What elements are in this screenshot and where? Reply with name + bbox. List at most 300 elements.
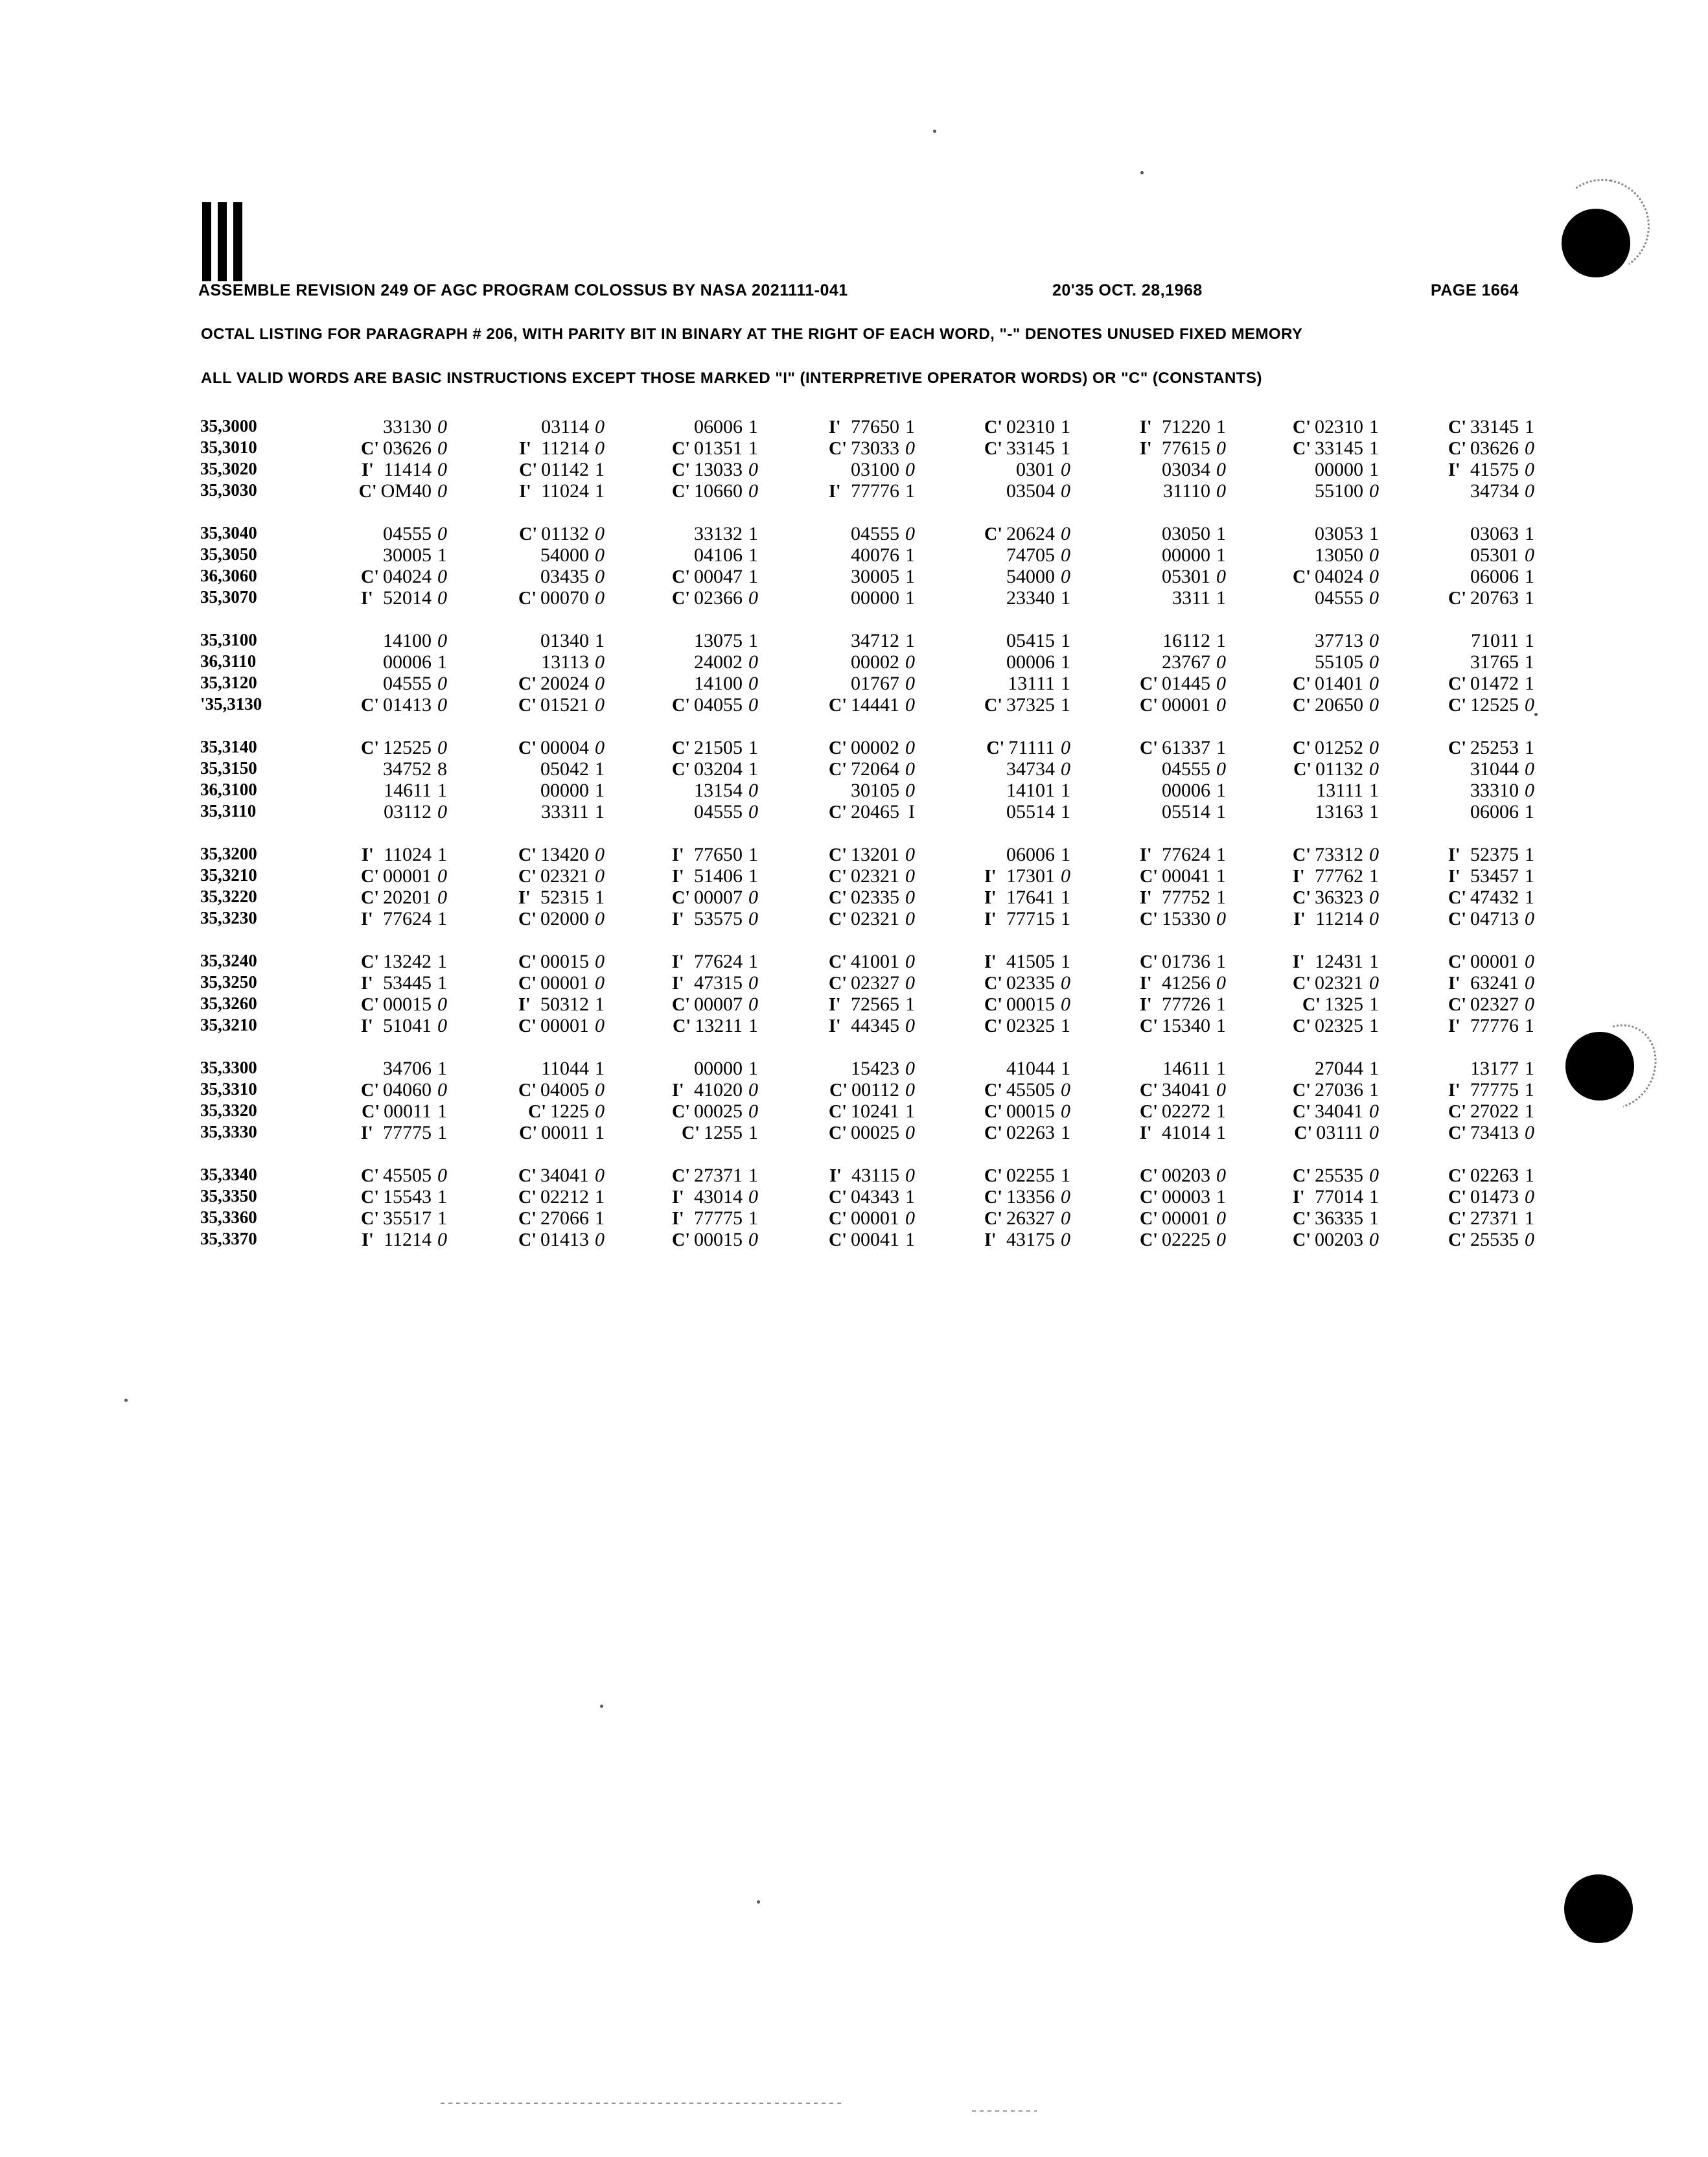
word-value: 1325 bbox=[1324, 994, 1363, 1015]
parity-bit: 0 bbox=[905, 437, 915, 459]
parity-bit: 0 bbox=[1061, 523, 1070, 544]
page-number: PAGE 1664 bbox=[1431, 281, 1519, 299]
word-value: 41020 bbox=[694, 1079, 743, 1101]
octal-word bbox=[1140, 566, 1226, 588]
octal-word bbox=[1448, 1058, 1534, 1080]
parity-bit: 1 bbox=[1369, 1186, 1379, 1207]
word-type-marker: C' bbox=[1293, 417, 1311, 437]
word-type-marker: C' bbox=[1140, 1209, 1158, 1229]
parity-bit: 1 bbox=[748, 1058, 758, 1079]
octal-word bbox=[984, 630, 1070, 652]
parity-bit: 0 bbox=[1525, 1186, 1534, 1207]
word-type-marker: C' bbox=[358, 482, 377, 502]
word-type-marker: C' bbox=[1293, 567, 1311, 587]
parity-bit: 1 bbox=[905, 587, 915, 609]
word-type-marker: C' bbox=[829, 1187, 847, 1207]
word-type-marker: I' bbox=[518, 995, 531, 1015]
word-type-marker: C' bbox=[1293, 1102, 1311, 1122]
parity-bit: 1 bbox=[1216, 780, 1226, 801]
octal-word bbox=[361, 1015, 447, 1037]
listing-title: ASSEMBLE REVISION 249 OF AGC PROGRAM COLOSSUS BY NASA 2021111-041 bbox=[198, 281, 848, 299]
octal-word bbox=[829, 994, 915, 1016]
octal-word bbox=[829, 651, 915, 673]
parity-bit: 1 bbox=[905, 994, 915, 1015]
word-type-marker: C' bbox=[361, 439, 379, 459]
word-value: 00001 bbox=[1162, 694, 1210, 716]
word-value: 06006 bbox=[1470, 801, 1519, 822]
word-value: 02327 bbox=[851, 972, 899, 994]
parity-bit: 1 bbox=[1525, 1101, 1534, 1122]
parity-bit: 0 bbox=[1525, 758, 1534, 780]
memory-address: 35,3000 bbox=[200, 416, 257, 436]
word-value: 03114 bbox=[541, 416, 589, 437]
octal-word bbox=[1140, 544, 1226, 566]
word-type-marker: I' bbox=[984, 909, 997, 929]
word-type-marker: C' bbox=[518, 909, 537, 929]
word-value: 77775 bbox=[694, 1207, 743, 1229]
memory-address: 35,3070 bbox=[200, 587, 257, 607]
octal-word bbox=[361, 630, 447, 652]
scan-speck bbox=[933, 130, 936, 133]
word-value: 13111 bbox=[1316, 780, 1363, 801]
word-type-marker: C' bbox=[1448, 439, 1466, 459]
word-value: 31044 bbox=[1470, 758, 1519, 780]
word-value: 34706 bbox=[383, 1058, 432, 1079]
parity-bit: 0 bbox=[905, 758, 915, 780]
table-row bbox=[0, 844, 1708, 866]
word-value: 77650 bbox=[694, 844, 743, 865]
word-value: 74705 bbox=[1006, 544, 1055, 566]
word-value: 27044 bbox=[1315, 1058, 1363, 1079]
word-value: 05514 bbox=[1162, 801, 1210, 822]
octal-word bbox=[359, 480, 447, 502]
parity-bit: 1 bbox=[437, 1058, 447, 1079]
memory-address: 35,3330 bbox=[200, 1122, 257, 1141]
parity-bit: 1 bbox=[1216, 951, 1226, 972]
octal-word bbox=[672, 972, 758, 994]
octal-word bbox=[1140, 1079, 1226, 1101]
octal-word bbox=[672, 1101, 758, 1123]
parity-bit: 0 bbox=[748, 908, 758, 929]
word-value: 00025 bbox=[851, 1122, 899, 1143]
parity-bit: 0 bbox=[595, 416, 605, 437]
octal-word bbox=[672, 673, 758, 695]
word-value: 01521 bbox=[540, 694, 589, 716]
memory-address: 35,3150 bbox=[200, 758, 257, 778]
octal-word bbox=[829, 480, 915, 502]
word-type-marker: C' bbox=[1302, 995, 1321, 1015]
parity-bit: 1 bbox=[1525, 737, 1534, 758]
word-type-marker: I' bbox=[1448, 974, 1460, 994]
word-value: 00015 bbox=[540, 951, 589, 972]
word-value: 02366 bbox=[694, 587, 743, 609]
word-value: 37325 bbox=[1006, 694, 1055, 716]
memory-address: 35,3340 bbox=[200, 1165, 257, 1184]
octal-word bbox=[519, 480, 605, 502]
parity-bit: 0 bbox=[595, 437, 605, 459]
parity-bit: 0 bbox=[1525, 951, 1534, 972]
word-value: 15340 bbox=[1162, 1015, 1210, 1036]
octal-word bbox=[361, 908, 447, 930]
octal-word bbox=[361, 1079, 447, 1101]
parity-bit: 0 bbox=[595, 972, 605, 994]
word-value: OM40 bbox=[380, 480, 432, 502]
word-value: 47432 bbox=[1470, 887, 1519, 908]
octal-word bbox=[518, 1079, 605, 1101]
octal-word bbox=[1140, 994, 1226, 1016]
octal-word bbox=[1293, 908, 1379, 930]
parity-bit: 1 bbox=[1525, 651, 1534, 673]
parity-bit: 0 bbox=[1216, 480, 1226, 502]
parity-bit: 1 bbox=[1061, 1165, 1070, 1186]
word-value: 00015 bbox=[1006, 1101, 1055, 1122]
word-value: 77624 bbox=[1162, 844, 1210, 865]
octal-word bbox=[518, 865, 605, 887]
octal-word bbox=[984, 1207, 1070, 1230]
word-value: 61337 bbox=[1162, 737, 1210, 758]
octal-word bbox=[1448, 1122, 1534, 1144]
memory-address: 35,3120 bbox=[200, 673, 257, 692]
parity-bit: 1 bbox=[1061, 651, 1070, 673]
parity-bit: 0 bbox=[1369, 972, 1379, 994]
octal-word bbox=[1140, 908, 1226, 930]
parity-bit: 1 bbox=[905, 566, 915, 587]
octal-word bbox=[1448, 587, 1534, 609]
header-mark-bar bbox=[233, 202, 242, 281]
word-type-marker: C' bbox=[1293, 888, 1311, 908]
parity-bit: 1 bbox=[595, 758, 605, 780]
octal-word bbox=[1293, 1058, 1379, 1080]
octal-word bbox=[829, 566, 915, 588]
word-value: 02225 bbox=[1162, 1229, 1210, 1250]
word-value: 1255 bbox=[704, 1122, 743, 1143]
word-value: 34041 bbox=[540, 1165, 589, 1186]
octal-word bbox=[829, 1207, 915, 1230]
word-type-marker: C' bbox=[1293, 760, 1312, 780]
parity-bit: 0 bbox=[1369, 1101, 1379, 1122]
octal-word bbox=[518, 908, 605, 930]
word-value: 77776 bbox=[1470, 1015, 1519, 1036]
word-type-marker: C' bbox=[361, 888, 379, 908]
parity-bit: 0 bbox=[437, 801, 447, 822]
parity-bit: 0 bbox=[437, 566, 447, 587]
word-value: 00002 bbox=[851, 651, 899, 673]
table-row bbox=[0, 1122, 1708, 1144]
word-value: 13050 bbox=[1315, 544, 1363, 566]
word-value: 13356 bbox=[1006, 1186, 1055, 1207]
word-value: 02255 bbox=[1006, 1165, 1055, 1186]
parity-bit: 1 bbox=[748, 737, 758, 758]
octal-word bbox=[672, 780, 758, 802]
table-row bbox=[0, 972, 1708, 994]
octal-word bbox=[1293, 1229, 1379, 1251]
word-type-marker: I' bbox=[672, 867, 684, 887]
word-value: 55100 bbox=[1315, 480, 1363, 502]
word-value: 77775 bbox=[1470, 1079, 1519, 1101]
word-type-marker: I' bbox=[1293, 909, 1306, 929]
word-type-marker: I' bbox=[672, 974, 684, 994]
octal-word bbox=[829, 1101, 915, 1123]
word-value: 11414 bbox=[384, 459, 432, 480]
word-value: 00000 bbox=[540, 780, 589, 801]
octal-word bbox=[361, 566, 447, 588]
word-value: 53445 bbox=[383, 972, 432, 994]
parity-bit: 0 bbox=[1061, 972, 1070, 994]
word-value: 41014 bbox=[1162, 1122, 1210, 1143]
parity-bit: 0 bbox=[437, 459, 447, 480]
octal-word bbox=[1448, 908, 1534, 930]
parity-bit: 1 bbox=[1061, 951, 1070, 972]
octal-word bbox=[1293, 758, 1379, 780]
parity-bit: 1 bbox=[748, 844, 758, 865]
word-value: 00015 bbox=[383, 994, 432, 1015]
word-value: 00006 bbox=[1006, 651, 1055, 673]
word-value: 73312 bbox=[1315, 844, 1363, 865]
parity-bit: 1 bbox=[595, 994, 605, 1015]
parity-bit: 0 bbox=[437, 523, 447, 544]
word-type-marker: C' bbox=[1293, 1166, 1311, 1186]
parity-bit: 1 bbox=[1061, 780, 1070, 801]
word-value: 00004 bbox=[540, 737, 589, 758]
parity-bit: 0 bbox=[595, 1015, 605, 1036]
parity-bit: 1 bbox=[595, 801, 605, 822]
word-value: 77624 bbox=[383, 908, 432, 929]
word-type-marker: I' bbox=[362, 460, 374, 480]
octal-word bbox=[1140, 1186, 1226, 1208]
word-value: 04555 bbox=[1315, 587, 1363, 609]
word-type-marker: C' bbox=[984, 1080, 1002, 1101]
parity-bit: 1 bbox=[748, 1165, 758, 1186]
word-type-marker: I' bbox=[1140, 888, 1152, 908]
word-type-marker: C' bbox=[518, 867, 537, 887]
word-type-marker: C' bbox=[518, 738, 537, 758]
octal-word bbox=[519, 651, 605, 673]
word-type-marker: I' bbox=[1293, 952, 1305, 972]
word-value: 27022 bbox=[1470, 1101, 1519, 1122]
octal-word bbox=[518, 673, 605, 695]
word-type-marker: C' bbox=[1140, 1166, 1158, 1186]
octal-word bbox=[829, 865, 915, 887]
word-type-marker: C' bbox=[361, 1209, 379, 1229]
word-value: 03435 bbox=[540, 566, 589, 587]
parity-bit: 0 bbox=[748, 651, 758, 673]
table-row bbox=[0, 1186, 1708, 1208]
word-value: 14611 bbox=[1162, 1058, 1210, 1079]
word-type-marker: C' bbox=[984, 1123, 1002, 1143]
word-value: 71111 bbox=[1008, 737, 1055, 758]
memory-address: 35,3210 bbox=[200, 1015, 257, 1034]
parity-bit: 1 bbox=[1369, 951, 1379, 972]
word-value: 14100 bbox=[694, 673, 743, 694]
memory-address: 35,3040 bbox=[200, 523, 257, 542]
parity-bit: 0 bbox=[905, 908, 915, 929]
parity-bit: 0 bbox=[437, 1229, 447, 1250]
word-type-marker: C' bbox=[518, 952, 537, 972]
parity-bit: 0 bbox=[437, 887, 447, 908]
octal-word bbox=[829, 587, 915, 609]
octal-word bbox=[1140, 737, 1226, 759]
memory-address: 36,3100 bbox=[200, 780, 257, 799]
table-row bbox=[0, 1207, 1708, 1230]
octal-word bbox=[1140, 865, 1226, 887]
octal-word bbox=[682, 1122, 758, 1144]
word-value: 01351 bbox=[694, 437, 743, 459]
octal-word bbox=[672, 1165, 758, 1187]
parity-bit: 1 bbox=[1216, 887, 1226, 908]
octal-word bbox=[984, 416, 1070, 438]
word-value: 04555 bbox=[383, 673, 432, 694]
table-row bbox=[0, 951, 1708, 973]
parity-bit: 1 bbox=[1369, 994, 1379, 1015]
memory-address: '35,3130 bbox=[200, 694, 262, 714]
octal-word bbox=[1293, 459, 1379, 481]
word-value: 05301 bbox=[1470, 544, 1519, 566]
word-type-marker: C' bbox=[673, 1016, 691, 1036]
word-type-marker: I' bbox=[1448, 1080, 1460, 1101]
parity-bit: 0 bbox=[1061, 480, 1070, 502]
octal-word bbox=[1448, 1229, 1534, 1251]
word-type-marker: I' bbox=[361, 974, 373, 994]
word-value: 01252 bbox=[1315, 737, 1363, 758]
parity-bit: 1 bbox=[1216, 544, 1226, 566]
word-type-marker: C' bbox=[829, 974, 847, 994]
memory-address: 35,3230 bbox=[200, 908, 257, 927]
octal-word bbox=[1140, 1101, 1226, 1123]
octal-word bbox=[361, 544, 447, 566]
word-value: 00001 bbox=[540, 972, 589, 994]
octal-word bbox=[1140, 1165, 1226, 1187]
octal-word bbox=[984, 1122, 1070, 1144]
word-value: 11024 bbox=[384, 844, 432, 865]
word-value: 77615 bbox=[1162, 437, 1210, 459]
word-value: 37713 bbox=[1315, 630, 1363, 651]
octal-word bbox=[984, 566, 1070, 588]
table-row bbox=[0, 994, 1708, 1016]
parity-bit: 0 bbox=[748, 480, 758, 502]
octal-word bbox=[1140, 972, 1226, 994]
parity-bit: 0 bbox=[905, 459, 915, 480]
word-type-marker: C' bbox=[1448, 695, 1466, 716]
word-value: 00007 bbox=[694, 887, 743, 908]
word-type-marker: C' bbox=[672, 1230, 690, 1250]
word-type-marker: C' bbox=[1140, 952, 1158, 972]
parity-bit: 1 bbox=[1061, 694, 1070, 716]
octal-word bbox=[984, 1186, 1070, 1208]
word-value: 00015 bbox=[694, 1229, 743, 1250]
memory-address: 35,3370 bbox=[200, 1229, 257, 1248]
word-value: 04713 bbox=[1470, 908, 1519, 929]
octal-word bbox=[1293, 587, 1379, 609]
word-type-marker: C' bbox=[672, 760, 690, 780]
word-value: 77775 bbox=[383, 1122, 432, 1143]
parity-bit: 1 bbox=[1061, 437, 1070, 459]
word-type-marker: C' bbox=[518, 1016, 537, 1036]
word-value: 25535 bbox=[1315, 1165, 1363, 1186]
octal-word bbox=[519, 523, 605, 545]
word-value: 31765 bbox=[1470, 651, 1519, 673]
scan-speck bbox=[1140, 171, 1144, 174]
octal-word bbox=[672, 994, 758, 1016]
octal-word bbox=[1293, 437, 1379, 460]
parity-bit: 0 bbox=[1369, 1122, 1379, 1143]
word-value: 73033 bbox=[851, 437, 899, 459]
parity-bit: 1 bbox=[595, 1186, 605, 1207]
octal-word bbox=[1294, 780, 1379, 802]
table-row bbox=[0, 758, 1708, 780]
octal-word bbox=[672, 1207, 758, 1230]
word-type-marker: I' bbox=[672, 1209, 684, 1229]
table-row bbox=[0, 544, 1708, 566]
memory-address: 35,3030 bbox=[200, 480, 257, 500]
word-value: 04005 bbox=[540, 1079, 589, 1101]
word-value: 11024 bbox=[541, 480, 589, 502]
parity-bit: 1 bbox=[748, 1122, 758, 1143]
word-type-marker: C' bbox=[1448, 1123, 1466, 1143]
octal-word bbox=[361, 951, 447, 973]
octal-word bbox=[1293, 544, 1379, 566]
parity-bit: 1 bbox=[437, 908, 447, 929]
octal-word bbox=[1293, 737, 1379, 759]
word-type-marker: I' bbox=[1140, 974, 1152, 994]
word-value: 03204 bbox=[694, 758, 743, 780]
parity-bit: 0 bbox=[748, 887, 758, 908]
word-value: 14100 bbox=[383, 630, 432, 651]
table-row bbox=[0, 780, 1708, 802]
parity-bit: 0 bbox=[437, 673, 447, 694]
valid-words-line: ALL VALID WORDS ARE BASIC INSTRUCTIONS EXCEPT THOSE MARKED "I" (INTERPRETIVE OPERATOR WORDS) OR "C" (CONSTANTS) bbox=[201, 369, 1262, 387]
octal-word bbox=[1448, 544, 1534, 566]
octal-word bbox=[361, 523, 447, 545]
word-value: 00112 bbox=[851, 1079, 899, 1101]
parity-bit: 0 bbox=[748, 972, 758, 994]
octal-word bbox=[829, 1058, 915, 1080]
parity-bit: 0 bbox=[595, 694, 605, 716]
word-value: 02325 bbox=[1006, 1015, 1055, 1036]
octal-word bbox=[1293, 694, 1379, 716]
word-type-marker: C' bbox=[1293, 1016, 1311, 1036]
parity-bit: 0 bbox=[595, 566, 605, 587]
parity-bit: 0 bbox=[748, 694, 758, 716]
word-value: 54000 bbox=[1006, 566, 1055, 587]
octal-word bbox=[672, 1079, 758, 1101]
table-row bbox=[0, 523, 1708, 545]
octal-word bbox=[1448, 437, 1534, 460]
word-value: 14441 bbox=[851, 694, 899, 716]
octal-word bbox=[1293, 1186, 1379, 1208]
parity-bit: 1 bbox=[1061, 1122, 1070, 1143]
word-value: 11044 bbox=[541, 1058, 589, 1079]
parity-bit: 0 bbox=[905, 1165, 915, 1186]
word-type-marker: I' bbox=[362, 1230, 374, 1250]
word-type-marker: C' bbox=[1140, 674, 1158, 694]
parity-bit: 1 bbox=[905, 1229, 915, 1250]
word-type-marker: C' bbox=[829, 888, 847, 908]
word-type-marker: C' bbox=[1293, 738, 1311, 758]
word-type-marker: I' bbox=[829, 995, 841, 1015]
word-value: 11214 bbox=[1315, 908, 1363, 929]
word-type-marker: C' bbox=[672, 460, 690, 480]
word-value: 77762 bbox=[1315, 865, 1363, 887]
parity-bit: 1 bbox=[1369, 865, 1379, 887]
word-type-marker: C' bbox=[1294, 1123, 1313, 1143]
word-value: 00203 bbox=[1162, 1165, 1210, 1186]
parity-bit: 1 bbox=[1369, 437, 1379, 459]
octal-word bbox=[518, 630, 605, 652]
word-value: 34712 bbox=[851, 630, 899, 651]
octal-word bbox=[984, 437, 1070, 460]
word-value: 00001 bbox=[851, 1207, 899, 1229]
octal-word bbox=[829, 844, 915, 866]
